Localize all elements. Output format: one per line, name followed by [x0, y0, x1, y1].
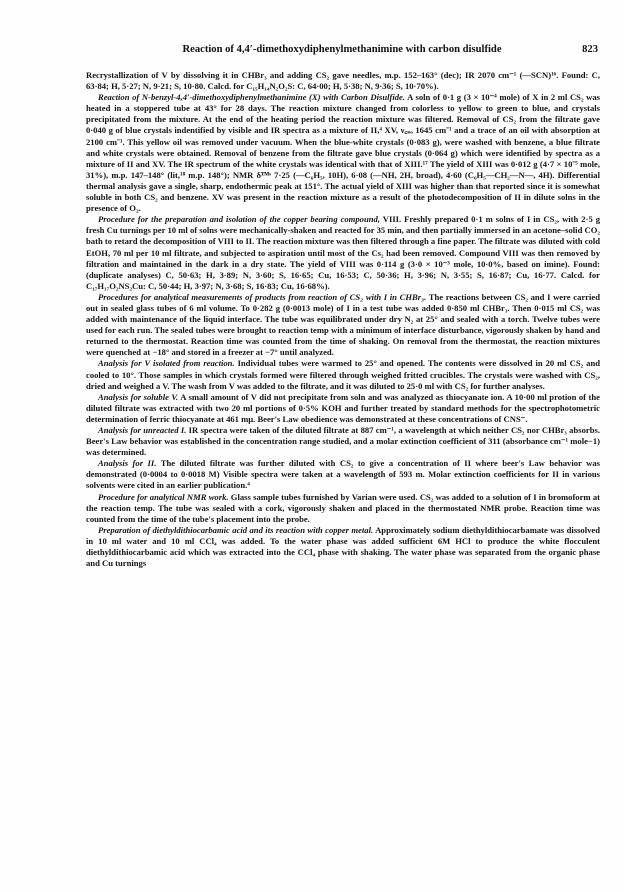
paragraph-text: Individual tubes were warmed to 25° and opened. The contents were dissolved in 20 ml CS₂ and cooled to 10°. Those samples in which crystals formed were filtered through weighed fritted crucibles. The crystals were washed with CS₂, dried and weighed a V. The wash from V was added to the filtrate, and it was diluted to 25·0 ml with CS₂ for further analyses. [86, 358, 601, 391]
paragraph-heading: Reaction of N-benzyl-4,4′-dimethoxydiphenylmethanimine (X) with Carbon Disulfide. [98, 92, 405, 103]
paragraph-text: Recrystallization of V by dissolving it in CHBr₃ and adding CS₂ gave needles, m.p. 152–163° (dec); IR 2070 cm⁻¹ (—SCN)¹⁶. Found: C, 63·84; H, 5·27; N, 9·21; S, 10·80. Calcd. for C₁₅H₁₄N₂O₂S: C, 64·00; H, 5·38; N, 9·36; S, 10·70%). [86, 70, 600, 92]
page-number: 823 [582, 44, 598, 55]
paragraph-heading: Analysis for unreacted I. [98, 425, 187, 435]
paragraph-text: VIII. Freshly prepared 0·1 m solns of I in CS₂, with 2·5 g fresh Cu turnings per 10 ml of solns were mechanically-shaken and reacted for 35 min, and then partially immersed in an acetone–solid CO₂ bath to retard the decomposition of VIII to II. The reaction mixture was then filtered through a fine paper. The filtrate was diluted with cold EtOH, 70 ml per 10 ml filtrate, and subjected to aspiration until most of the Cs₂ had been removed. Compound VIII was then removed by filtration and maintained in the dark in a dry state. The yield of VIII was 0·114 g (3·0 × 10⁻³ mole, 10·0%, based on imine). Found: (duplicate analyses) C, 50·63; H, 3·89; N, 3·60; S, 16·65; Cu, 16·53; C, 50·36; H, 3·96; N, 3·55; S, 16·87; Cu, 16·77. Calcd. for C₁₇H₁₇O₂NS₂Cu: C, 50·44; H, 3·97; N, 3·68; S, 16·83; Cu, 16·68%). [86, 214, 600, 291]
paragraph-text: Glass sample tubes furnished by Varian were used. CS₂ was added to a solution of I in bromoform at the reaction temp. The tube was sealed with a cork, vigorously shaken and placed in the thermostated NMR probe. Reaction time was counted from the time of the tube's placement into the probe. [86, 491, 600, 524]
paragraph [86, 358, 600, 391]
paragraph [86, 492, 600, 525]
running-header [86, 44, 598, 60]
paragraph-heading: Procedures for analytical measurements of products from reaction of CS₂ with I in CHBr₃. [98, 291, 427, 302]
running-title: Reaction of 4,4′-dimethoxydiphenylmethanimine with carbon disulfide [182, 44, 502, 55]
paragraph-text: The diluted filtrate was further diluted with CS₂ to give a concentration of II where beer's Law behavior was demonstrated (0·0004 to 0·0018 M) Visible spectra were taken at a wavelength of 593 m. Molar extinction coefficients for II in various solvents were cited in an earlier publication.⁴ [86, 458, 600, 491]
paragraph-heading: Analysis for V isolated from reaction. [98, 358, 235, 369]
paragraph [86, 525, 600, 569]
paragraph [86, 92, 600, 214]
paragraph-heading: Analysis for II. [98, 458, 157, 469]
paragraph-text: A soln of 0·1 g (3 × 10⁻⁴ mole) of X in 2 ml CS₂ was heated in a stoppered tube at 43° for 28 days. The reaction mixture changed from colorless to yellow to green to blue, and crystals precipitated from the mixture. At the end of the heating period the reaction mixture was filtered. Removal of CS₂ from the filtrate gave 0·040 g of blue crystals indentified by visible and IR spectra as a mixture of II,⁴ XV, ν꜀₌ₒ 1645 cm⁻¹ and a trace of an oil with absorption at 2100 cm⁻¹. This yellow oil was removed under vacuum. When the blue-white crystals (0·083 g), were washed with benzene, a blue filtrate and white crystals were obtained. Removal of benzene from the filtrate gave blue crystals (0·064 g) which were identified by spectra as a mixture of II and XV. The IR spectrum of the white crystals was identical with that of XIII.¹⁷ The yield of XIII was 0·012 g (4·7 × 10⁻⁵ mole, 31%), m.p. 147–148° (lit,¹⁸ m.p. 148°); NMR δᵀᴹˢ 7·25 (—C₆H₅, 10H), 6·08 (—NH, 2H, broad), 4·60 (C₆H₅—CH₂—N—, 4H). Differential thermal analysis gave a single, sharp, endothermic peak at 151°. The actual yield of XIII was higher than that reported since it is somewhat soluble in both CS₂ and benzene. XV was present in the reaction mixture as a result of the photodecomposition of II in dilute solns in the presence of O₂. [86, 92, 600, 214]
paragraph-heading: Procedure for analytical NMR work. [98, 491, 229, 502]
article-body [86, 70, 600, 569]
paragraph [86, 70, 600, 92]
paragraph [86, 214, 600, 292]
paragraph-heading: Preparation of diethyldithiocarbamic acid and its reaction with copper metal. [98, 524, 374, 535]
paragraph-text: A small amount of V did not precipitate from soln and was analyzed as thiocyanate ion. A 10·00 ml protion of the diluted filtrate was extracted with two 20 ml portions of 0·5% KOH and further treated by standard methods for the spectrophotometric determination of ferric thiocyanate at 461 mμ. Beer's Law obedience was demonstrated at these concentrations of CNS⁻. [86, 391, 600, 424]
paragraph-text: IR spectra were taken of the diluted filtrate at 887 cm⁻¹, a wavelength at which neither CS₂ nor CHBr₃ absorbs. Beer's Law behavior was established in the concentration range studied, and a molar extinction coefficient of 311 (absorbance cm⁻¹ mole−1) was determined. [86, 425, 600, 458]
paragraph [86, 292, 600, 359]
paragraph-heading: Procedure for the preparation and isolation of the copper bearing compound, [98, 214, 380, 225]
paragraph-text: The reactions between CS₂ and I were carried out in sealed glass tubes of 6 ml volume. To 0·282 g (0·0013 mole) of I in a test tube was added 0·850 ml CHBr₃. Then 0·015 ml CS₂ was added with maintenance of the liquid interface. The tube was equilibrated under dry N₂ at 25° and sealed with a torch. Twelve tubes were used for each run. The sealed tubes were brought to reaction temp with a minimum of interface disturbance, vigorously shaken by hand and returned to the thermostat. Reaction time was counted from the time of shaking. On removal from the thermostat, the reaction mixtures were quenched at −18° and stored in a freezer at −7° until analyzed. [86, 291, 600, 358]
paragraph [86, 392, 600, 425]
paragraph-text: Approximately sodium diethyldithiocarbamate was dissolved in 10 ml water and 10 ml CCl₄ was added. To the water phase was added sufficient 6M HCl to produce the white flocculent diethyldithiocarbamic acid which was extracted into the CCl₄ phase with shaking. The water phase was separated from the organic phase and Cu turnings [86, 524, 600, 569]
paragraph-heading: Analysis for soluble V. [98, 391, 179, 402]
paragraph [86, 458, 600, 491]
paragraph [86, 425, 600, 458]
